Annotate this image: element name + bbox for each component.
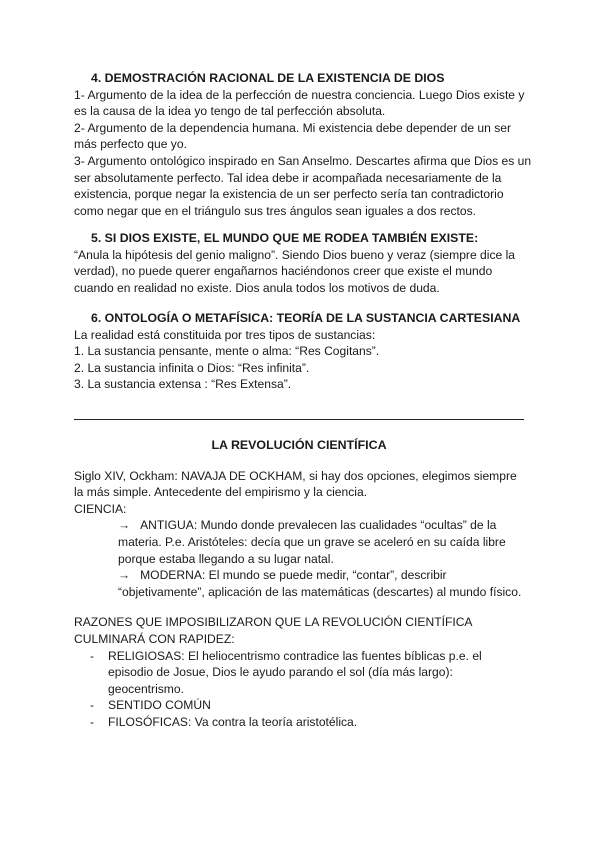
- section-6-heading: 6. ONTOLOGÍA O METAFÍSICA: TEORÍA DE LA SUSTANCIA CARTESIANA: [91, 311, 521, 325]
- ockham-paragraph: Siglo XIV, Ockham: NAVAJA DE OCKHAM, si hay dos opciones, elegimos siempre la más simple. Antecedente del empirismo y la ciencia.: [74, 468, 517, 500]
- dash-bullet: -: [90, 714, 95, 729]
- ciencia-label: CIENCIA:: [74, 501, 127, 516]
- substance-item-1: 1. La sustancia pensante, mente o alma: “Res Cogitans”.: [74, 344, 380, 359]
- razones-heading: RAZONES QUE IMPOSIBILIZARON QUE LA REVOLUCIÓN CIENTÍFICA CULMINARÁ CON RAPIDEZ:: [74, 615, 472, 646]
- argument-1: 1- Argumento de la idea de la perfección de nuestra conciencia. Luego Dios existe y es la causa de la idea yo tengo de tal perfección absoluta.: [74, 87, 525, 119]
- horizontal-divider: [74, 419, 524, 420]
- arrow-right-icon: →: [118, 568, 131, 583]
- section-6-intro: La realidad está constituida por tres tipos de sustancias:: [74, 327, 376, 342]
- argument-3: 3- Argumento ontológico inspirado en San Anselmo. Descartes afirma que Dios es un ser absolutamente perfecto. Tal idea debe ir acompañada necesariamente de la existencia, porque negar la existencia de un ser perfecto sería tan contradictorio como negar que en el triángulo sus tres ángulos sean iguales a dos rectos.: [74, 153, 532, 218]
- dash-bullet: -: [90, 648, 95, 663]
- section-5-text: “Anula la hipótesis del genio maligno”. Siendo Dios bueno y veraz (siempre dice la verdad), no puede querer engañarnos haciéndonos creer que existe el mundo cuando en realidad no existe. Dios anula todos los motivos de duda.: [74, 247, 515, 295]
- argument-2: 2- Argumento de la dependencia humana. Mi existencia debe depender de un ser más perfecto que yo.: [74, 120, 512, 152]
- razones-list: [74, 648, 524, 731]
- substance-item-2: 2. La sustancia infinita o Dios: “Res infinita”.: [74, 360, 310, 375]
- razon-religiosas: RELIGIOSAS: El heliocentrismo contradice las fuentes bíblicas p.e. el episodio de Josue, Dios le ayudo parando el sol (día más largo): geocentrismo.: [108, 648, 482, 696]
- razon-filosoficas: FILOSÓFICAS: Va contra la teoría aristotélica.: [108, 714, 358, 729]
- list-item: [74, 714, 524, 731]
- antigua-text: ANTIGUA: Mundo donde prevalecen las cualidades “ocultas” de la materia. P.e. Aristóteles: decía que un grave se aceleró en su caída libre porque estaba llegando a su lugar natal.: [118, 518, 506, 566]
- section-4: [74, 70, 534, 219]
- moderna-paragraph: [74, 567, 524, 600]
- razon-sentido-comun: SENTIDO COMÚN: [108, 698, 211, 713]
- section-4-heading: 4. DEMOSTRACIÓN RACIONAL DE LA EXISTENCIA DE DIOS: [91, 71, 445, 85]
- moderna-text: MODERNA: El mundo se puede medir, “contar”, describir “objetivamente”, aplicación de las matemáticas (descartes) al mundo físico.: [118, 568, 522, 599]
- section-6: [74, 310, 534, 393]
- list-item: [74, 697, 524, 714]
- substance-item-3: 3. La sustancia extensa : “Res Extensa”.: [74, 377, 292, 392]
- antigua-paragraph: [74, 517, 524, 567]
- dash-bullet: -: [90, 698, 95, 713]
- revolucion-section: [74, 437, 524, 731]
- revolucion-title: LA REVOLUCIÓN CIENTÍFICA: [211, 438, 387, 452]
- section-5-heading: 5. SI DIOS EXISTE, EL MUNDO QUE ME RODEA TAMBIÉN EXISTE:: [91, 231, 479, 245]
- section-5: [74, 230, 534, 296]
- list-item: [74, 648, 524, 698]
- arrow-right-icon: →: [118, 518, 131, 533]
